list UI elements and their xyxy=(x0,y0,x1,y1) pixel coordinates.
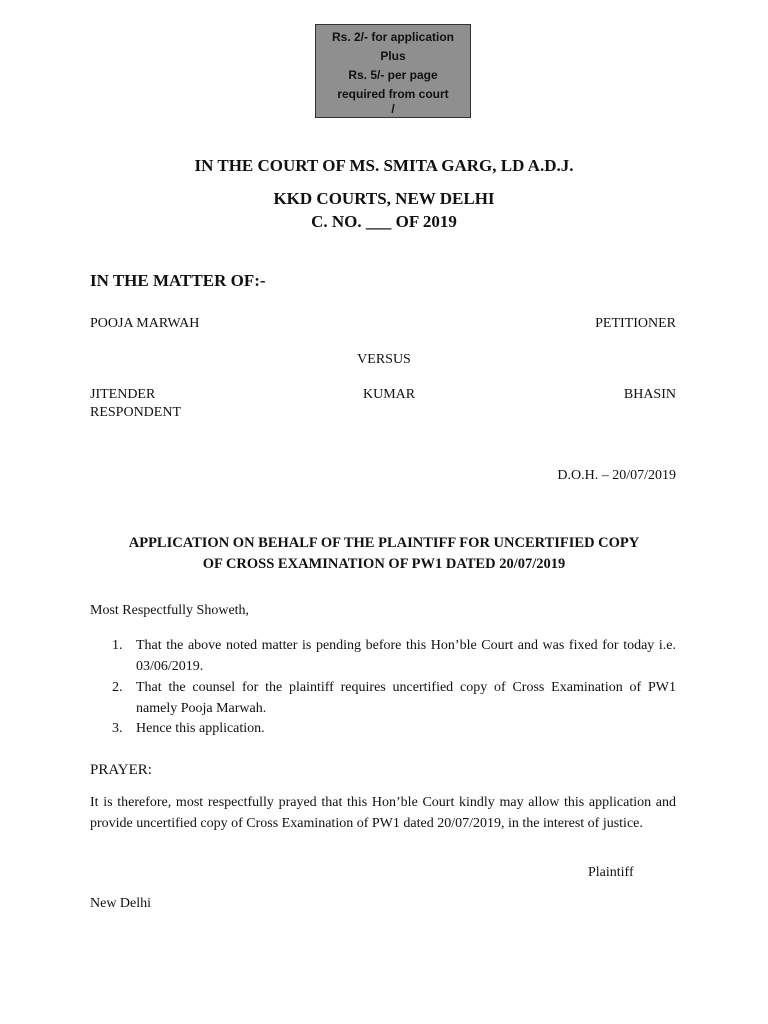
list-item-number: 3. xyxy=(112,721,123,736)
signatory: Plaintiff xyxy=(588,865,634,880)
list-item xyxy=(112,677,676,719)
court-fee-note-box xyxy=(315,24,471,118)
place-name: New Delhi xyxy=(90,896,152,911)
list-item-number: 1. xyxy=(112,638,123,653)
petitioner-label: PETITIONER xyxy=(595,316,676,331)
prayer-text: It is therefore, most respectfully prayed that this Hon’ble Court kindly may allow this application and provide uncertified copy of Cross Examination of PW1 dated 20/07/2019, in the interest of justice. xyxy=(90,795,676,831)
court-place: KKD COURTS, NEW DELHI xyxy=(273,189,495,208)
case-number: C. NO. ___ OF 2019 xyxy=(311,212,457,231)
list-item-text: That the counsel for the plaintiff requires uncertified copy of Cross Examination of PW1 namely Pooja Marwah. xyxy=(136,680,676,716)
respondent-middle-name: KUMAR xyxy=(363,387,416,402)
respondent-last-name: BHASIN xyxy=(623,387,676,402)
list-item xyxy=(112,635,676,677)
list-item-text: Hence this application. xyxy=(136,721,265,736)
versus-label: VERSUS xyxy=(357,352,411,367)
matter-heading: IN THE MATTER OF:- xyxy=(90,271,266,290)
application-title-line2: OF CROSS EXAMINATION OF PW1 DATED 20/07/2019 xyxy=(202,556,566,572)
fee-line: Plus xyxy=(380,49,406,63)
fee-line: / xyxy=(391,102,395,116)
respondent-label: RESPONDENT xyxy=(90,405,182,420)
fee-line: required from court xyxy=(337,87,449,101)
date-of-hearing: D.O.H. – 20/07/2019 xyxy=(557,468,676,483)
respondent-first-name: JITENDER xyxy=(90,387,156,402)
court-title: IN THE COURT OF MS. SMITA GARG, LD A.D.J. xyxy=(194,156,574,175)
salutation: Most Respectfully Showeth, xyxy=(90,603,250,618)
petitioner-name: POOJA MARWAH xyxy=(90,316,200,331)
fee-line: Rs. 2/- for application xyxy=(331,30,454,44)
fee-line: Rs. 5/- per page xyxy=(348,68,438,82)
list-item-text: That the above noted matter is pending before this Hon’ble Court and was fixed for today i.e. 03/06/2019. xyxy=(136,638,676,674)
list-item xyxy=(112,718,676,739)
list-item-number: 2. xyxy=(112,680,123,695)
application-title-line1: APPLICATION ON BEHALF OF THE PLAINTIFF FOR UNCERTIFIED COPY xyxy=(128,535,640,551)
prayer-heading: PRAYER: xyxy=(90,762,152,778)
